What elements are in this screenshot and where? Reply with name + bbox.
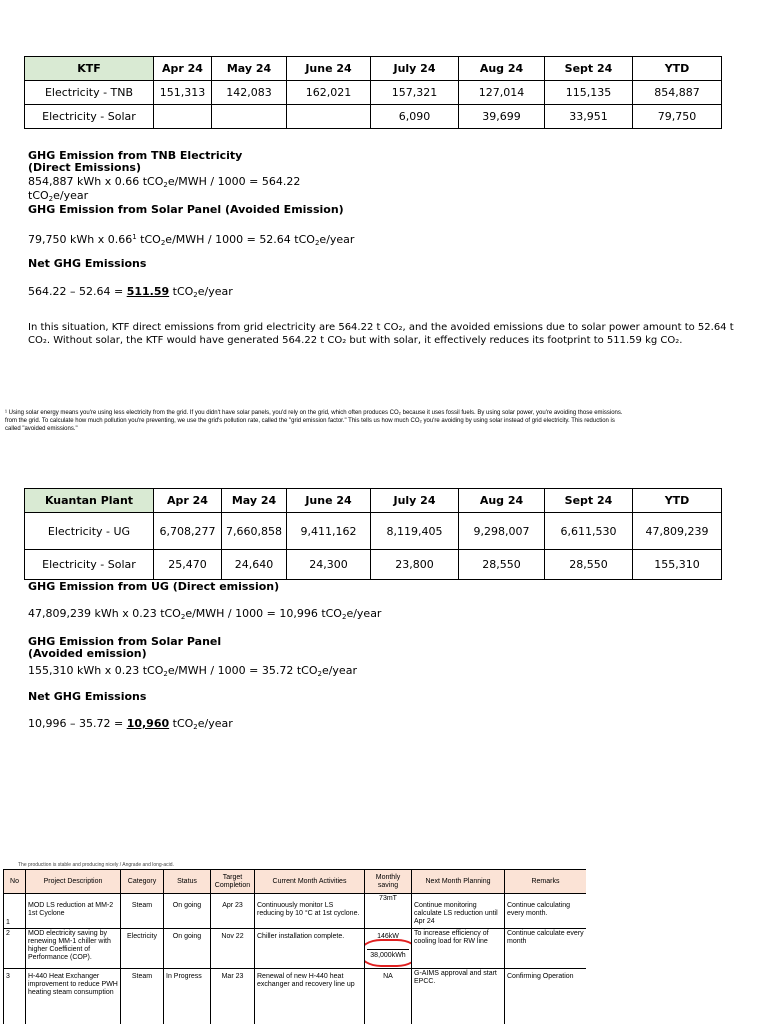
table-row bbox=[25, 550, 722, 580]
table-cell: G-AIMS approval and start EPCC. bbox=[412, 969, 505, 1024]
formula-text: 47,809,239 kWh x 0.23 tCO bbox=[28, 607, 181, 620]
formula-text: e/year bbox=[53, 189, 89, 202]
kuantan-header-cell: Apr 24 bbox=[154, 489, 222, 513]
subscript: 2 bbox=[163, 181, 168, 189]
table-cell: 25,470 bbox=[154, 550, 222, 580]
table-cell: Electricity bbox=[121, 929, 164, 969]
project-header-cell: Remarks bbox=[505, 870, 587, 894]
table-cell: On going bbox=[164, 929, 211, 969]
table-cell: In Progress bbox=[164, 969, 211, 1024]
kuantan-header-cell: June 24 bbox=[287, 489, 371, 513]
subscript: 2 bbox=[341, 613, 347, 621]
table-cell: 28,550 bbox=[459, 550, 545, 580]
table-cell bbox=[287, 105, 371, 129]
subscript: 2 bbox=[314, 239, 320, 247]
kuantan-header-cell: Aug 24 bbox=[459, 489, 545, 513]
formula-text: tCO bbox=[169, 717, 194, 730]
project-header-cell: Category bbox=[121, 870, 164, 894]
table-cell: 6,611,530 bbox=[545, 513, 633, 550]
project-header-cell: Current Month Activities bbox=[255, 870, 365, 894]
formula-text: 155,310 kWh x 0.23 tCO bbox=[28, 664, 164, 677]
table-cell: Continue calculating every month. bbox=[505, 894, 587, 929]
kuantan-header-row bbox=[25, 489, 722, 513]
table-cell: Electricity - Solar bbox=[25, 550, 154, 580]
saving-value: 146kW bbox=[377, 933, 399, 940]
table-row bbox=[4, 969, 587, 1024]
project-table bbox=[3, 869, 586, 1024]
project-header-cell: Status bbox=[164, 870, 211, 894]
table-cell: 1 bbox=[4, 894, 26, 929]
ktf-header-cell: KTF bbox=[25, 57, 154, 81]
table-cell: 127,014 bbox=[459, 81, 545, 105]
table-cell: Continue monitoring calculate LS reduction until Apr 24 bbox=[412, 894, 505, 929]
footnote-marker: 1 bbox=[132, 233, 137, 241]
table-row bbox=[25, 105, 722, 129]
formula-text: 564.22 – 52.64 = bbox=[28, 285, 127, 298]
formula-text: tCO bbox=[28, 189, 49, 202]
project-header-cell: No bbox=[4, 870, 26, 894]
table-row bbox=[4, 929, 587, 969]
table-cell: 151,313 bbox=[154, 81, 212, 105]
ktf-solar-formula bbox=[28, 231, 354, 250]
formula-text: 854,887 kWh x 0.66 tCO bbox=[28, 175, 164, 188]
table-cell: 115,135 bbox=[545, 81, 633, 105]
saving-value-secondary: 38,000kWh bbox=[367, 949, 409, 960]
table-cell: 24,300 bbox=[287, 550, 371, 580]
table-cell: 47,809,239 bbox=[633, 513, 722, 550]
table-cell: Apr 23 bbox=[211, 894, 255, 929]
table-cell: H-440 Heat Exchanger improvement to reduce PWH heating steam consumption bbox=[26, 969, 121, 1024]
project-header-cell: Project Description bbox=[26, 870, 121, 894]
footnote-line: called "avoided emissions." bbox=[5, 426, 78, 432]
formula-text: tCO bbox=[169, 285, 194, 298]
subscript: 2 bbox=[163, 670, 168, 678]
table-cell: Renewal of new H-440 heat exchanger and recovery line up bbox=[255, 969, 365, 1024]
ktf-header-cell: June 24 bbox=[287, 57, 371, 81]
table-cell: Mar 23 bbox=[211, 969, 255, 1024]
formula-text: e/MWH / 1000 = 52.64 tCO bbox=[165, 233, 315, 246]
table-cell: Nov 22 bbox=[211, 929, 255, 969]
project-header-cell: Monthly saving bbox=[365, 870, 412, 894]
formula-text: e/year bbox=[346, 607, 382, 620]
table-cell: 155,310 bbox=[633, 550, 722, 580]
table-cell: On going bbox=[164, 894, 211, 929]
table-cell: Electricity - UG bbox=[25, 513, 154, 550]
table-cell: Chiller installation complete. bbox=[255, 929, 365, 969]
formula-text: 10,996 – 35.72 = bbox=[28, 717, 127, 730]
table-cell: MOD LS reduction at MM-2 1st Cyclone bbox=[26, 894, 121, 929]
subscript: 2 bbox=[160, 239, 166, 247]
table-cell: 7,660,858 bbox=[222, 513, 287, 550]
ktf-tnb-heading: GHG Emission from TNB Electricity (Direct Emissions) bbox=[28, 149, 243, 174]
table-cell: 28,550 bbox=[545, 550, 633, 580]
footnote bbox=[5, 409, 765, 433]
table-cell: 6,708,277 bbox=[154, 513, 222, 550]
ktf-header-cell: May 24 bbox=[212, 57, 287, 81]
table-cell: To increase efficiency of cooling load for RW line bbox=[412, 929, 505, 969]
table-cell: Electricity - TNB bbox=[25, 81, 154, 105]
table-cell: 24,640 bbox=[222, 550, 287, 580]
formula-text: e/MWH / 1000 = 35.72 tCO bbox=[167, 664, 318, 677]
table-cell: 9,298,007 bbox=[459, 513, 545, 550]
ktf-summary-line1: In this situation, KTF direct emissions from grid electricity are 564.22 t CO₂, and the avoided emissions due to solar power amount to 52.64 t bbox=[28, 322, 734, 333]
subscript: 2 bbox=[193, 291, 198, 299]
footnote-line: from the grid. To calculate how much pollution you're preventing, we use the grid's pollution rate, called the "grid emission factor." This tells us how much CO₂ you're avoiding by using solar instead of grid electricity. This reduction is bbox=[5, 418, 615, 424]
formula-text: e/MWH / 1000 = 564.22 bbox=[167, 175, 301, 188]
ktf-header-cell: Sept 24 bbox=[545, 57, 633, 81]
ktf-net-heading: Net GHG Emissions bbox=[28, 257, 147, 270]
project-header-row bbox=[4, 870, 587, 894]
kuantan-header-cell: YTD bbox=[633, 489, 722, 513]
table-cell: 79,750 bbox=[633, 105, 722, 129]
ktf-header-cell: July 24 bbox=[371, 57, 459, 81]
footnote-line: ¹ Using solar energy means you're using less electricity from the grid. If you didn't have solar panels, you'd rely on the grid, which often produces CO₂ because it uses fossil fuels. By using solar power, you're avoiding those emissions. bbox=[5, 410, 623, 416]
formula-text: e/MWH / 1000 = 10,996 tCO bbox=[185, 607, 342, 620]
project-table-caption: The production is stable and producing nicely / Angrade and long-acid. bbox=[18, 862, 174, 868]
table-cell: Steam bbox=[121, 894, 164, 929]
table-cell: 23,800 bbox=[371, 550, 459, 580]
ktf-header-cell: Aug 24 bbox=[459, 57, 545, 81]
kuantan-net-heading: Net GHG Emissions bbox=[28, 690, 147, 703]
kuantan-ug-heading: GHG Emission from UG (Direct emission) bbox=[28, 580, 280, 593]
net-value: 511.59 bbox=[126, 285, 170, 298]
monthly-saving-cell bbox=[365, 929, 412, 969]
table-cell: 162,021 bbox=[287, 81, 371, 105]
table-cell: Continuously monitor LS reducing by 10 °C at 1st cyclone. bbox=[255, 894, 365, 929]
table-cell: 3 bbox=[4, 969, 26, 1024]
table-cell: 39,699 bbox=[459, 105, 545, 129]
table-row bbox=[4, 894, 587, 929]
kuantan-table bbox=[24, 488, 722, 580]
formula-text: e/year bbox=[321, 664, 357, 677]
subscript: 2 bbox=[193, 723, 198, 731]
table-cell: MOD electricity saving by renewing MM-1 chiller with higher Coefficient of Performance (COP). bbox=[26, 929, 121, 969]
table-cell: Steam bbox=[121, 969, 164, 1024]
table-cell: 33,951 bbox=[545, 105, 633, 129]
kuantan-header-cell: Kuantan Plant bbox=[25, 489, 154, 513]
formula-text: e/year bbox=[319, 233, 355, 246]
kuantan-solar-heading: GHG Emission from Solar Panel (Avoided emission) bbox=[28, 635, 222, 660]
table-cell bbox=[154, 105, 212, 129]
formula-text: 79,750 kWh x 0.66 bbox=[28, 233, 133, 246]
kuantan-solar-formula bbox=[28, 664, 357, 681]
kuantan-header-cell: July 24 bbox=[371, 489, 459, 513]
kuantan-net-formula bbox=[28, 717, 233, 734]
table-cell: 854,887 bbox=[633, 81, 722, 105]
kuantan-header-cell: Sept 24 bbox=[545, 489, 633, 513]
table-cell: NA bbox=[365, 969, 412, 1024]
formula-text: e/year bbox=[197, 285, 233, 298]
subscript: 2 bbox=[48, 195, 54, 203]
subscript: 2 bbox=[317, 670, 322, 678]
table-row bbox=[25, 81, 722, 105]
formula-text: tCO bbox=[136, 233, 161, 246]
project-header-cell: Next Month Planning bbox=[412, 870, 505, 894]
project-header-cell: Target Completion bbox=[211, 870, 255, 894]
net-value: 10,960 bbox=[126, 717, 170, 730]
table-cell: 157,321 bbox=[371, 81, 459, 105]
ktf-header-cell: Apr 24 bbox=[154, 57, 212, 81]
ktf-net-formula bbox=[28, 285, 233, 302]
table-cell: 2 bbox=[4, 929, 26, 969]
ktf-header-cell: YTD bbox=[633, 57, 722, 81]
table-cell bbox=[212, 105, 287, 129]
table-cell: 142,083 bbox=[212, 81, 287, 105]
table-row bbox=[25, 513, 722, 550]
table-cell: Confirming Operation bbox=[505, 969, 587, 1024]
table-cell: 9,411,162 bbox=[287, 513, 371, 550]
ktf-summary-line2: CO₂. Without solar, the KTF would have generated 564.22 t CO₂ but with solar, it effectively reduces its footprint to 511.59 kg CO₂. bbox=[28, 335, 683, 346]
project-table-wrapper bbox=[3, 869, 586, 1024]
kuantan-header-cell: May 24 bbox=[222, 489, 287, 513]
table-cell: Electricity - Solar bbox=[25, 105, 154, 129]
table-cell: 73mT bbox=[365, 894, 412, 929]
ktf-header-row bbox=[25, 57, 722, 81]
kuantan-ug-formula bbox=[28, 607, 381, 624]
table-cell: Continue calculate every month bbox=[505, 929, 587, 969]
ktf-solar-heading: GHG Emission from Solar Panel (Avoided Emission) bbox=[28, 203, 344, 216]
table-cell: 6,090 bbox=[371, 105, 459, 129]
table-cell: 8,119,405 bbox=[371, 513, 459, 550]
formula-text: e/year bbox=[197, 717, 233, 730]
red-highlight-circle bbox=[365, 939, 412, 967]
ktf-table bbox=[24, 56, 722, 129]
subscript: 2 bbox=[180, 613, 186, 621]
